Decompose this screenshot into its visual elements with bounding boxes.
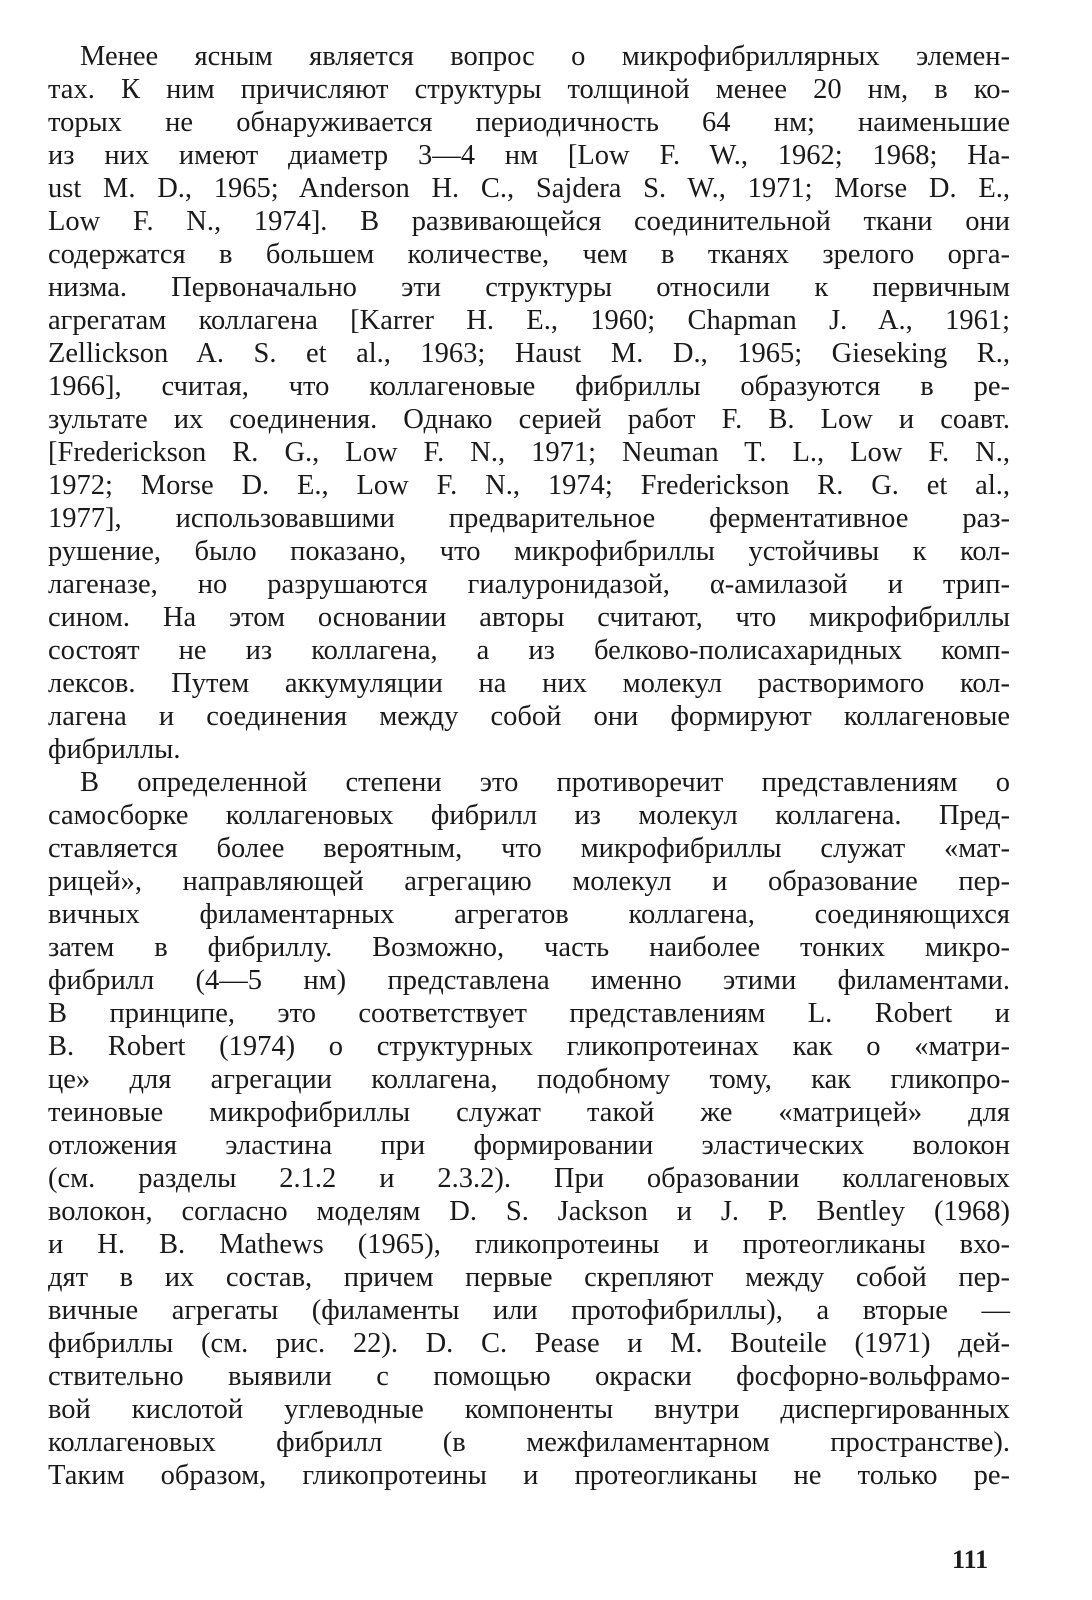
text-line: ust M. D., 1965; Anderson H. C., Sajdera S. W., 1971; Morse D. E., <box>48 173 1010 204</box>
text-line: це» для агрегации коллагена, подобному тому, как гликопро- <box>48 1064 1010 1095</box>
text-line: из них имеют диаметр 3—4 нм [Low F. W., 1962; 1968; Ha- <box>48 140 1010 171</box>
text-line: состоят не из коллагена, а из белково-полисахаридных комп- <box>48 635 1010 666</box>
page-number: 111 <box>952 1545 989 1574</box>
text-line: лагена и соединения между собой они формируют коллагеновые <box>48 701 1010 732</box>
text-line: фибриллы. <box>48 734 181 765</box>
text-line: Low F. N., 1974]. В развивающейся соединительной ткани они <box>48 206 1010 237</box>
text-line: коллагеновых фибрилл (в межфиламентарном пространстве). <box>48 1427 1010 1458</box>
text-line: ствительно выявили с помощью окраски фосфорно-вольфрамо- <box>48 1361 1010 1392</box>
text-line: самосборке коллагеновых фибрилл из молекул коллагена. Пред- <box>48 800 1010 831</box>
text-line: [Frederickson R. G., Low F. N., 1971; Neuman T. L., Low F. N., <box>48 437 1010 468</box>
paragraph-1 <box>48 40 1010 766</box>
text-line: зультате их соединения. Однако серией работ F. B. Low и соавт. <box>48 404 1010 435</box>
text-line: сином. На этом основании авторы считают, что микрофибриллы <box>48 602 1010 633</box>
text-line: В определенной степени это противоречит представлениям о <box>80 767 1010 798</box>
text-line: Менее ясным является вопрос о микрофибриллярных элемен- <box>80 41 1010 72</box>
text-line: 1977], использовавшими предварительное ферментативное раз- <box>48 503 1010 534</box>
text-line: рушение, было показано, что микрофибриллы устойчивы к кол- <box>48 536 1010 567</box>
text-line: 1966], считая, что коллагеновые фибриллы образуются в ре- <box>48 371 1010 402</box>
text-line: лагеназе, но разрушаются гиалуронидазой, α-амилазой и трип- <box>48 569 1010 600</box>
text-line: теиновые микрофибриллы служат такой же «матрицей» для <box>48 1097 1010 1128</box>
text-line: вичные агрегаты (филаменты или протофибриллы), а вторые — <box>48 1295 1010 1326</box>
text-line: 1972; Morse D. E., Low F. N., 1974; Frederickson R. G. et al., <box>48 470 1010 501</box>
text-line: волокон, согласно моделям D. S. Jackson и J. P. Bentley (1968) <box>48 1196 1010 1227</box>
text-line: торых не обнаруживается периодичность 64 нм; наименьшие <box>48 107 1010 138</box>
text-line: тах. К ним причисляют структуры толщиной менее 20 нм, в ко- <box>48 74 1010 105</box>
paragraph-2 <box>48 766 1010 1492</box>
text-line: отложения эластина при формировании эластических волокон <box>48 1130 1010 1161</box>
text-line: Zellickson A. S. et al., 1963; Haust M. D., 1965; Gieseking R., <box>48 338 1010 369</box>
text-line: содержатся в большем количестве, чем в тканях зрелого орга- <box>48 239 1010 270</box>
text-line: лексов. Путем аккумуляции на них молекул растворимого кол- <box>48 668 1010 699</box>
page-body <box>48 40 1010 1492</box>
text-line: (см. разделы 2.1.2 и 2.3.2). При образовании коллагеновых <box>48 1163 1010 1194</box>
text-line: дят в их состав, причем первые скрепляют между собой пер- <box>48 1262 1010 1293</box>
text-line: B. Robert (1974) о структурных гликопротеинах как о «матри- <box>48 1031 1010 1062</box>
text-line: затем в фибриллу. Возможно, часть наиболее тонких микро- <box>48 932 1010 963</box>
text-line: фибриллы (см. рис. 22). D. C. Pease и M. Bouteile (1971) дей- <box>48 1328 1010 1359</box>
text-line: и H. B. Mathews (1965), гликопротеины и протеогликаны вхо- <box>48 1229 1010 1260</box>
text-line: Таким образом, гликопротеины и протеогликаны не только ре- <box>48 1460 1010 1491</box>
text-line: вичных филаментарных агрегатов коллагена, соединяющихся <box>48 899 1010 930</box>
text-line: вой кислотой углеводные компоненты внутри диспергированных <box>48 1394 1010 1425</box>
text-line: ставляется более вероятным, что микрофибриллы служат «мат- <box>48 833 1010 864</box>
text-line: низма. Первоначально эти структуры относили к первичным <box>48 272 1010 303</box>
text-line: рицей», направляющей агрегацию молекул и образование пер- <box>48 866 1010 897</box>
text-line: В принципе, это соответствует представлениям L. Robert и <box>48 998 1010 1029</box>
text-line: фибрилл (4—5 нм) представлена именно этими филаментами. <box>48 965 1010 996</box>
text-line: агрегатам коллагена [Karrer H. E., 1960; Chapman J. A., 1961; <box>48 305 1010 336</box>
